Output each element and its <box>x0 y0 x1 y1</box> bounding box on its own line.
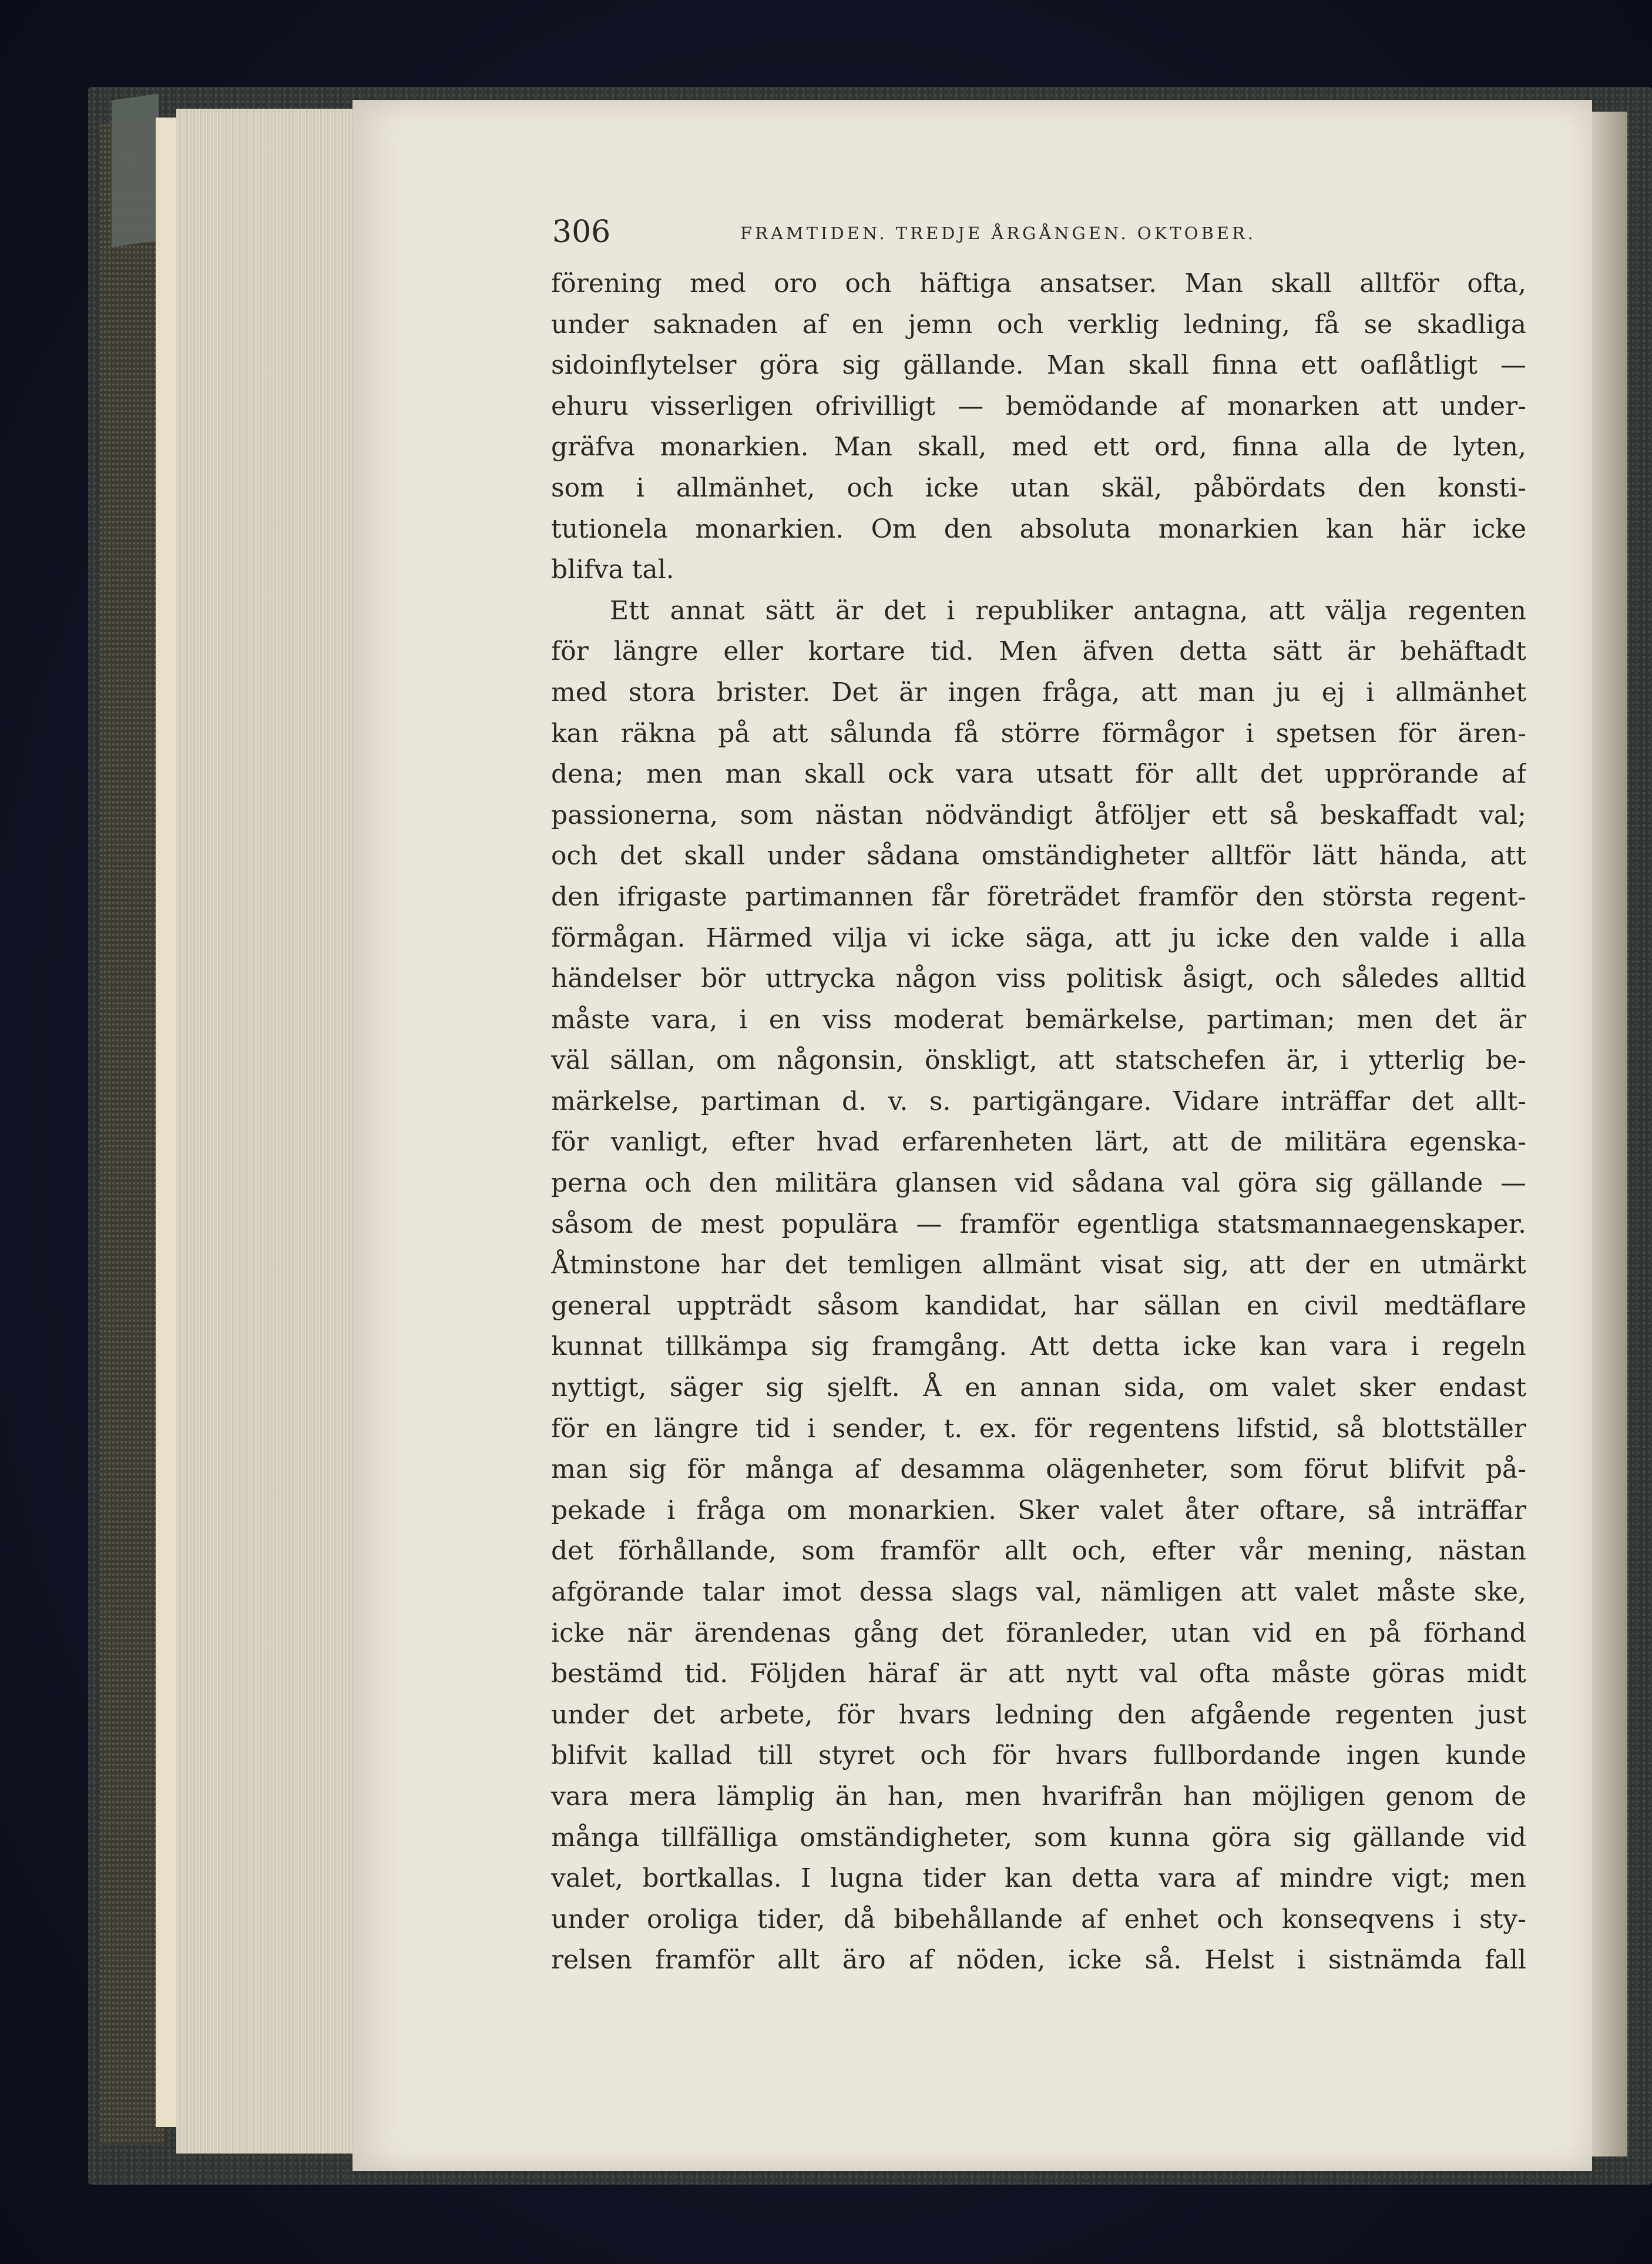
page-header <box>552 212 1527 253</box>
text-line: vara mera lämplig än han, men hvarifrån han möjligen genom de <box>551 1781 1526 1812</box>
text-line: general uppträdt såsom kandidat, har sällan en civil medtäflare <box>551 1290 1526 1321</box>
page-stack-edges <box>176 109 366 2154</box>
text-line: tutionela monarkien. Om den absoluta monarkien kan här icke <box>551 514 1526 544</box>
text-line: passionerna, som nästan nödvändigt åtföljer ett så beskaffadt val; <box>551 800 1526 830</box>
text-line: Åtminstone har det temligen allmänt visat sig, att der en utmärkt <box>551 1250 1526 1280</box>
text-line: gräfva monarkien. Man skall, med ett ord, finna alla de lyten, <box>551 432 1526 462</box>
text-line: märkelse, partiman d. v. s. partigängare. Vidare inträffar det allt- <box>551 1086 1526 1116</box>
text-line: förmågan. Härmed vilja vi icke säga, att ju icke den valde i alla <box>551 923 1526 953</box>
text-line: och det skall under sådana omständigheter alltför lätt hända, att <box>551 841 1526 871</box>
text-line: man sig för många af desamma olägenheter, som förut blifvit på- <box>551 1454 1526 1485</box>
text-line: nyttigt, säger sig sjelft. Å en annan sida, om valet sker endast <box>551 1373 1526 1403</box>
text-line: för vanligt, efter hvad erfarenheten lärt, att de militära egenska- <box>551 1127 1526 1158</box>
text-line: kan räkna på att sålunda få större förmågor i spetsen för ären- <box>551 718 1526 749</box>
text-line: för längre eller kortare tid. Men äfven detta sätt är behäftadt <box>551 636 1526 667</box>
text-line: relsen framför allt äro af nöden, icke så. Helst i sistnämda fall <box>551 1945 1526 1975</box>
text-line: väl sällan, om någonsin, önskligt, att statschefen är, i ytterlig be- <box>551 1045 1526 1076</box>
text-line: valet, bortkallas. I lugna tider kan detta vara af mindre vigt; men <box>551 1863 1526 1894</box>
text-line: bestämd tid. Följden häraf är att nytt val ofta måste göras midt <box>551 1659 1526 1689</box>
text-line: under det arbete, för hvars ledning den afgående regenten just <box>551 1699 1526 1730</box>
running-title: FRAMTIDEN. TREDJE ÅRGÅNGEN. OKTOBER. <box>740 223 1257 243</box>
cover-leather-edge <box>100 123 164 2145</box>
text-line: blifva tal. <box>551 555 674 585</box>
facing-page-edge <box>1592 112 1627 2156</box>
text-line: som i allmänhet, och icke utan skäl, påbördats den konsti- <box>551 472 1526 503</box>
text-line: den ifrigaste partimannen får företrädet framför den största regent- <box>551 881 1526 912</box>
text-line: blifvit kallad till styret och för hvars fullbordande ingen kunde <box>551 1740 1526 1771</box>
text-line: Ett annat sätt är det i republiker antagna, att välja regenten <box>610 595 1526 626</box>
text-line: många tillfälliga omständigheter, som kunna göra sig gällande vid <box>551 1822 1526 1853</box>
text-line: under oroliga tider, då bibehållande af enhet och konseqvens i sty- <box>551 1904 1526 1934</box>
text-line: sidoinflytelser göra sig gällande. Man skall finna ett oaflåtligt — <box>551 350 1526 381</box>
text-line: med stora brister. Det är ingen fråga, att man ju ej i allmänhet <box>551 677 1526 707</box>
text-line: såsom de mest populära — framför egentliga statsmannaegenskaper. <box>551 1209 1526 1239</box>
text-line: det förhållande, som framför allt och, efter vår mening, nästan <box>551 1536 1526 1567</box>
text-line: dena; men man skall ock vara utsatt för allt det upprörande af <box>551 759 1526 790</box>
text-line: ehuru visserligen ofrivilligt — bemödande af monarken att under- <box>551 391 1526 421</box>
text-line: måste vara, i en viss moderat bemärkelse, partiman; men det är <box>551 1004 1526 1035</box>
text-line: förening med oro och häftiga ansatser. Man skall alltför ofta, <box>551 269 1526 298</box>
text-line: pekade i fråga om monarkien. Sker valet åter oftare, så inträffar <box>551 1495 1526 1525</box>
text-line: kunnat tillkämpa sig framgång. Att detta icke kan vara i regeln <box>551 1331 1526 1362</box>
text-line: händelser bör uttrycka någon viss politisk åsigt, och således alltid <box>551 964 1526 994</box>
page-number: 306 <box>552 214 611 250</box>
text-line: perna och den militära glansen vid sådana val göra sig gällande — <box>551 1168 1526 1199</box>
cover-corner <box>112 93 159 247</box>
body-text <box>551 263 1526 1981</box>
text-line: under saknaden af en jemn och verklig ledning, få se skadliga <box>551 309 1526 340</box>
text-line: icke när ärendenas gång det föranleder, utan vid en på förhand <box>551 1618 1526 1648</box>
text-line: för en längre tid i sender, t. ex. för regentens lifstid, så blottställer <box>551 1413 1526 1444</box>
text-line: afgörande talar imot dessa slags val, nämligen att valet måste ske, <box>551 1577 1526 1607</box>
